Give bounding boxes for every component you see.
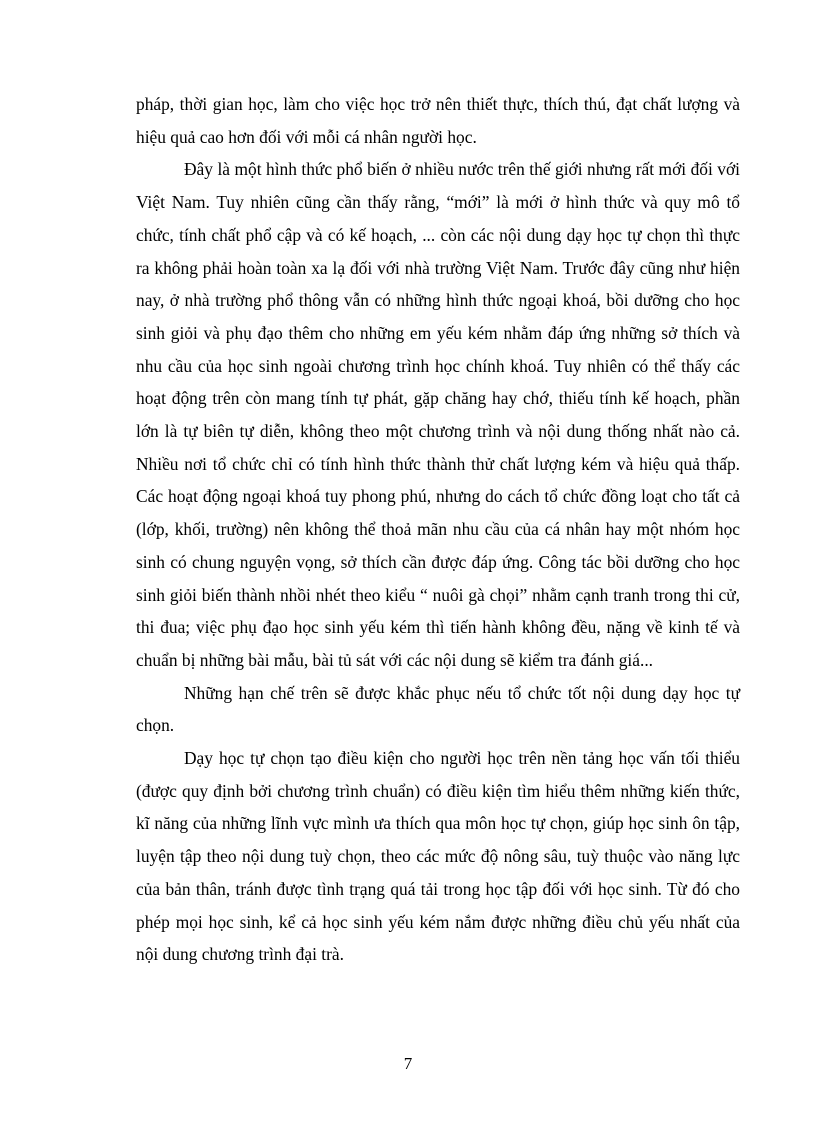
paragraph-continuation: pháp, thời gian học, làm cho việc học trở nên thiết thực, thích thú, đạt chất lượng và hiệu quả cao hơn đối với mỗi cá nhân người học. [136,94,740,147]
body-text [136,88,740,971]
paragraph-limitations: Những hạn chế trên sẽ được khắc phục nếu tổ chức tốt nội dung dạy học tự chọn. [136,682,740,736]
paragraph-elective-benefits: Dạy học tự chọn tạo điều kiện cho người học trên nền tảng học vấn tối thiểu (được quy định bởi chương trình chuẩn) có điều kiện tìm hiểu thêm những kiến thức, kĩ năng của những lĩnh vực mình ưa thích qua môn học tự chọn, giúp học sinh ôn tập, luyện tập theo nội dung tuỳ chọn, theo các mức độ nông sâu, tuỳ thuộc vào năng lực của bản thân, tránh được tình trạng quá tải trong học tập đối với học sinh. Từ đó cho phép mọi học sinh, kể cả học sinh yếu kém nắm được những điều chủ yếu nhất của nội dung chương trình đại trà. [136,748,740,965]
page-number: 7 [403,1054,413,1073]
paragraph-new-form: Đây là một hình thức phổ biến ở nhiều nước trên thế giới nhưng rất mới đối với Việt Nam. Tuy nhiên cũng cần thấy rằng, “mới” là mới ở hình thức và quy mô tổ chức, tính chất phổ cập và có kế hoạch, ... còn các nội dung dạy học tự chọn thì thực ra không phải hoàn toàn xa lạ đối với nhà trường Việt Nam. Trước đây cũng như hiện nay, ở nhà trường phổ thông vẫn có những hình thức ngoại khoá, bồi dưỡng cho học sinh giỏi và phụ đạo thêm cho những em yếu kém nhằm đáp ứng những sở thích và nhu cầu của học sinh ngoài chương trình học chính khoá. Tuy nhiên có thể thấy các hoạt động trên còn mang tính tự phát, gặp chăng hay chớ, thiếu tính kế hoạch, phần lớn là tự biên tự diễn, không theo một chương trình và nội dung thống nhất nào cả. Nhiều nơi tổ chức chỉ có tính hình thức thành thử chất lượng kém và hiệu quả thấp. Các hoạt động ngoại khoá tuy phong phú, nhưng do cách tổ chức đồng loạt cho tất cả (lớp, khối, trường) nên không thể thoả mãn nhu cầu của cá nhân hay một nhóm học sinh có chung nguyện vọng, sở thích cần được đáp ứng. Công tác bồi dưỡng cho học sinh giỏi biến thành nhồi nhét theo kiểu “ nuôi gà chọi” nhằm cạnh tranh trong thi cử, thi đua; việc phụ đạo học sinh yếu kém thì tiến hành không đều, nặng về kinh tế và chuẩn bị những bài mẫu, bài tủ sát với các nội dung sẽ kiểm tra đánh giá... [136,159,740,670]
